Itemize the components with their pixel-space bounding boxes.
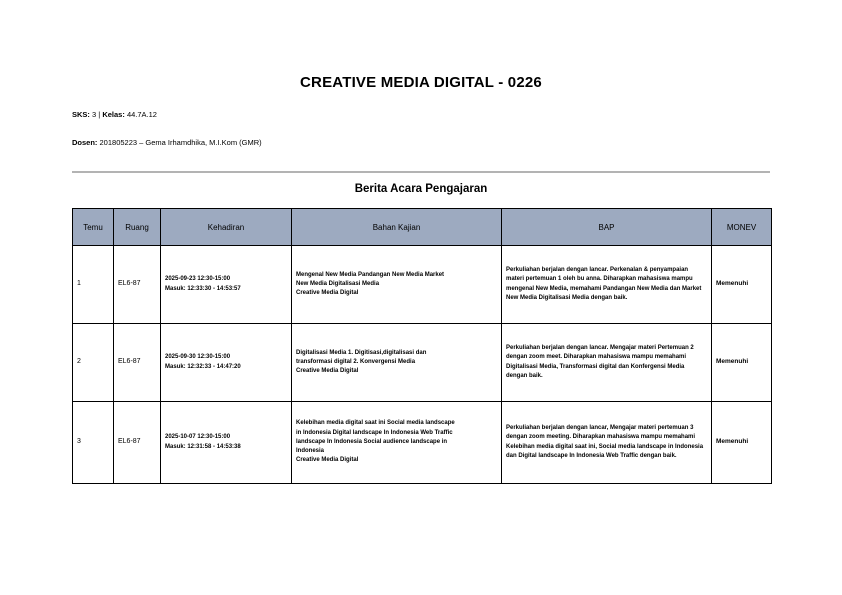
section-title: Berita Acara Pengajaran (354, 183, 488, 195)
table-header-row (73, 209, 772, 246)
dosen-value: 201805223 – Gema Irhamdhika, M.I.Kom (GMR) (99, 138, 262, 147)
bahan-line: New Media Digitalisasi Media (296, 280, 380, 287)
document-title: CREATIVE MEDIA DIGITAL - 0226 (300, 74, 542, 91)
horizontal-divider (72, 171, 770, 173)
kelas-value: 44.7A.12 (126, 110, 157, 119)
bahan-line: transformasi digital 2. Konvergensi Media (296, 358, 416, 365)
cell-bap: Perkuliahan berjalan dengan lancar. Perkenalan & penyampaian materi pertemuan 1 oleh bu anna. Diharapkan mahasiswa mampu mengenal New Media, memahami Pandangan New Media dan Market New Media Digitalisasi Media dengan baik. (502, 246, 712, 324)
course-meta (72, 110, 157, 119)
table-row (73, 324, 772, 402)
cell-bahan-kajian (292, 402, 502, 484)
cell-temu: 2 (73, 324, 114, 402)
cell-monev: Memenuhi (712, 402, 772, 484)
bahan-line: Indonesia (296, 448, 325, 455)
cell-monev: Memenuhi (712, 246, 772, 324)
attendance-time: Masuk: 12:32:33 - 14:47:20 (165, 363, 241, 370)
bahan-line: in Indonesia Digital landscape In Indonesia Web Traffic (296, 429, 453, 436)
meta-separator: | (98, 110, 101, 119)
cell-temu: 1 (73, 246, 114, 324)
bahan-line: Mengenal New Media Pandangan New Media Market (296, 271, 445, 278)
cell-ruang: EL6-87 (114, 246, 161, 324)
bahan-line: Kelebihan media digital saat ini Social media landscape (296, 420, 455, 427)
header-monev: MONEV (712, 209, 772, 246)
cell-bap: Perkuliahan berjalan dengan lancar. Mengajar materi Pertemuan 2 dengan zoom meet. Diharapkan mahasiswa mampu memahami Digitalisasi Media, Transformasi digital dan Konfergensi Media dengan baik. (502, 324, 712, 402)
table-row (73, 402, 772, 484)
cell-bahan-kajian (292, 324, 502, 402)
bahan-line: Digitalisasi Media 1. Digitisasi,digitalisasi dan (296, 349, 427, 356)
bahan-line: landscape In Indonesia Social audience landscape in (296, 438, 448, 445)
bahan-line: Creative Media Digital (296, 290, 359, 297)
cell-monev: Memenuhi (712, 324, 772, 402)
attendance-time: Masuk: 12:33:30 - 14:53:57 (165, 285, 241, 292)
attendance-time: Masuk: 12:31:58 - 14:53:38 (165, 443, 241, 450)
header-bap: BAP (502, 209, 712, 246)
kelas-label: Kelas: (102, 110, 125, 119)
table-row (73, 246, 772, 324)
sks-label: SKS: (72, 110, 90, 119)
header-temu: Temu (73, 209, 114, 246)
cell-ruang: EL6-87 (114, 324, 161, 402)
header-kehadiran: Kehadiran (161, 209, 292, 246)
bahan-line: Creative Media Digital (296, 368, 359, 375)
lecturer-meta (72, 138, 262, 147)
sks-value: 3 (92, 110, 97, 119)
cell-bap: Perkuliahan berjalan dengan lancar, Mengajar materi pertemuan 3 dengan zoom meeting. Diharapkan mahasiswa mampu memahami Kelebihan media digital saat ini, Social media landscape in Indonesia dan Digital landscape In Indonesia Web Traffic dengan baik. (502, 402, 712, 484)
cell-kehadiran (161, 402, 292, 484)
cell-bahan-kajian (292, 246, 502, 324)
cell-temu: 3 (73, 402, 114, 484)
cell-kehadiran (161, 324, 292, 402)
schedule-time: 2025-10-07 12:30-15:00 (165, 434, 231, 441)
dosen-label: Dosen: (72, 138, 98, 147)
cell-kehadiran (161, 246, 292, 324)
bahan-line: Creative Media Digital (296, 457, 359, 464)
teaching-record-table (72, 208, 772, 484)
header-bahan-kajian: Bahan Kajian (292, 209, 502, 246)
schedule-time: 2025-09-23 12:30-15:00 (165, 276, 231, 283)
schedule-time: 2025-09-30 12:30-15:00 (165, 354, 231, 361)
header-ruang: Ruang (114, 209, 161, 246)
cell-ruang: EL6-87 (114, 402, 161, 484)
